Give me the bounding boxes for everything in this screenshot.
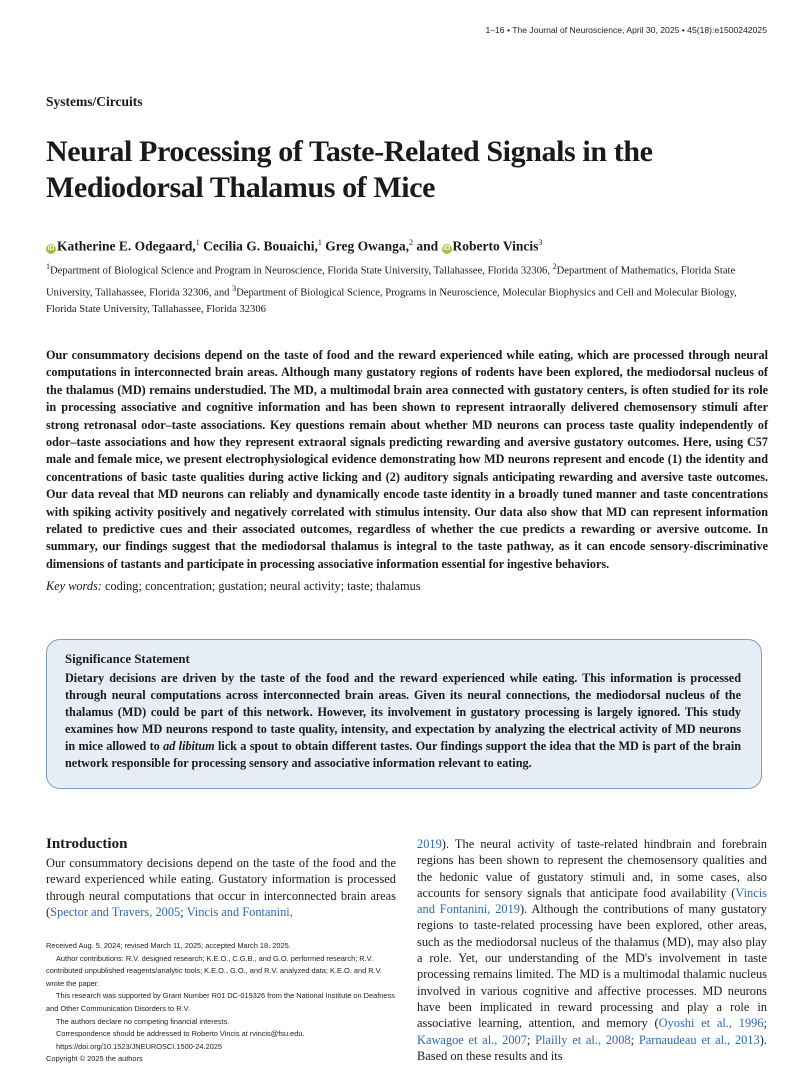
citation-separator: ;	[526, 1032, 536, 1047]
right-column	[417, 836, 767, 1064]
citation-separator: ;	[763, 1016, 767, 1031]
footnote-contributions: Author contributions: R.V. designed research; K.E.O., C.G.B., and G.O. performed research; R.V. contributed unpublished reagents/analytic tools; K.E.O., G.O., and R.V. analyzed data; K.E.O. and R.V. wrote the paper.	[46, 953, 382, 988]
citation-separator: ;	[630, 1032, 639, 1047]
author-affil-sup: 1	[195, 238, 200, 247]
body-text: Our consummatory decisions depend on the taste of the food and the reward experienced while eating. Gustatory information is processed through neural computations that occur in interconnected brain areas (	[46, 856, 396, 919]
body-text: ). Based on these results and its	[417, 1032, 767, 1063]
paper-title: Neural Processing of Taste-Related Signals in the Mediodorsal Thalamus of Mice	[46, 135, 653, 204]
citation-link[interactable]: Parnaudeau et al., 2013	[638, 1032, 760, 1047]
keywords-text: coding; concentration; gustation; neural activity; taste; thalamus	[104, 579, 421, 593]
author-list	[46, 238, 542, 255]
footnote-correspondence: Correspondence should be addressed to Roberto Vincis at rvincis@fsu.edu.	[56, 1029, 305, 1039]
affiliations	[46, 258, 768, 318]
orcid-icon[interactable]: iD	[47, 244, 55, 252]
significance-statement-box	[46, 639, 762, 789]
keywords-label: Key words:	[46, 579, 102, 593]
citation-separator: ;	[180, 904, 187, 919]
citation-link[interactable]: Vincis and Fontanini, 2019	[417, 885, 767, 917]
citation-link[interactable]: Vincis and Fontanini,	[186, 904, 293, 919]
significance-title: Significance Statement	[65, 652, 190, 666]
section-label: Systems/Circuits	[46, 94, 143, 109]
significance-text-part: lick a spout to obtain different tastes. Our findings support the idea that the MD is part of the brain network responsible for processing sensory and associative information relevant to eating.	[65, 739, 742, 770]
footnote-competing: The authors declare no competing financial interests.	[56, 1016, 230, 1026]
body-text: ). Although the contributions of many gustatory regions to taste-related processing have been explored, other areas, such as the mediodorsal nucleus of the thalamus (MD), may also play a role. Yet, our understanding of the MD's involvement in taste processing remains limited. The MD is a multimodal thalamic nucleus involved in various cognitive and affective processes. MD neurons have been implicated in reward processing and play a role in associative learning, attention, and memory (	[417, 902, 767, 1031]
footnote-funding: This research was supported by Grant Number R01 DC-019326 from the National Institute on Deafness and Other Communication Disorders to R.V.	[46, 991, 395, 1013]
affil-sup: 2	[552, 262, 557, 271]
significance-text-part: Dietary decisions are driven by the taste of the food and the reward experienced while eating. This information is processed through neural computations across interconnected brain areas. Given its neural connections, the mediodorsal nucleus of the thalamus (MD) could be part of this network. However, its involvement in gustatory processing is largely ignored. This study examines how MD neurons respond to taste quality, intensity, and expectation by analyzing the electrical activity of MD neurons in mice allowed to	[65, 671, 741, 753]
footnote-doi[interactable]: https://doi.org/10.1523/JNEUROSCI.1500-24.2025	[56, 1041, 222, 1051]
affiliation-text: Department of Biological Science and Program in Neuroscience, Florida State University, Tallahassee, Florida 32306,	[50, 265, 553, 277]
affiliation-text: Department of Biological Science, Programs in Neuroscience, Molecular Biophysics and Cell and Molecular Biology, Florida State University, Tallahassee, Florida 32306	[46, 287, 737, 316]
keywords	[46, 579, 421, 594]
affil-sup: 3	[232, 283, 237, 293]
citation-link[interactable]: Plailly et al., 2008	[535, 1032, 631, 1047]
intro-paragraph-right	[417, 836, 767, 1064]
affil-sup: 1	[46, 262, 50, 271]
footnote-received: Received Aug. 5, 2024; revised March 11, 2025; accepted March 18, 2025.	[46, 941, 291, 950]
footnotes	[46, 940, 396, 1066]
author-affil-sup: 3	[538, 238, 543, 247]
running-header: 1–16 • The Journal of Neuroscience, April 30, 2025 • 45(18):e1500242025	[485, 25, 767, 35]
intro-paragraph-left	[46, 855, 396, 920]
left-column	[46, 836, 396, 920]
orcid-icon[interactable]: iD	[443, 244, 451, 252]
citation-link[interactable]: Kawagoe et al., 2007	[417, 1032, 527, 1047]
citation-link[interactable]: 2019	[417, 837, 442, 851]
author-name[interactable]: Katherine E. Odegaard,	[57, 238, 196, 254]
author-affil-sup: 1	[317, 238, 322, 247]
citation-link[interactable]: Spector and Travers, 2005	[50, 904, 181, 919]
author-name[interactable]: Cecilia G. Bouaichi,	[203, 238, 318, 254]
author-name[interactable]: Roberto Vincis	[452, 238, 539, 254]
footnote-copyright: Copyright © 2025 the authors	[46, 1054, 143, 1064]
affiliation-text: Department of Mathematics, Florida State University, Tallahassee, Florida 32306, and	[46, 265, 736, 299]
author-affil-sup: 2	[409, 238, 413, 247]
citation-link[interactable]: Oyoshi et al., 1996	[658, 1016, 764, 1031]
author-name[interactable]: Greg Owanga,	[325, 238, 409, 254]
introduction-heading: Introduction	[46, 836, 128, 852]
significance-text	[65, 670, 741, 772]
author-conjunction: and	[416, 238, 439, 254]
body-text: ). The neural activity of taste-related hindbrain and forebrain regions has been shown to represent the chemosensory qualities and the hedonic value of gustatory stimuli and, in some cases, also accounts for sensory signals that anticipate food availability (	[417, 837, 767, 900]
abstract: Our consummatory decisions depend on the taste of food and the reward experienced while eating, which are processed through neural computations in interconnected brain areas. Although many gustatory regions of rodents have been explored, the mediodorsal nucleus of the thalamus (MD) remains understudied. The MD, a multimodal brain area connected with gustatory centers, is often studied for its role in processing associative and cognitive information and has been shown to represent intraorally delivered chemosensory stimuli after strong retronasal odor–taste associations. Key questions remain about whether MD neurons can process taste quality independently of odor–taste associations and how they represent extraoral signals predicting rewarding and aversive gustatory outcomes. Here, using C57 male and female mice, we present electrophysiological evidence demonstrating how MD neurons represent and encode (1) the identity and concentrations of basic taste qualities during active licking and (2) auditory signals anticipating rewarding and aversive taste outcomes. Our data reveal that MD neurons can reliably and dynamically encode taste identity in a broadly tuned manner and taste concentrations with spiking activity positively and negatively correlated with stimulus intensity. Our data also show that MD can represent information related to predictive cues and their associated outcomes, regardless of whether the cue predicts a rewarding or aversive outcome. In summary, our findings suggest that the mediodorsal thalamus is integral to the taste pathway, as it can encode sensory-discriminative dimensions of tastants and participate in processing associative information essential for ingestive behaviors.	[46, 348, 768, 571]
significance-italic: ad libitum	[163, 739, 215, 753]
